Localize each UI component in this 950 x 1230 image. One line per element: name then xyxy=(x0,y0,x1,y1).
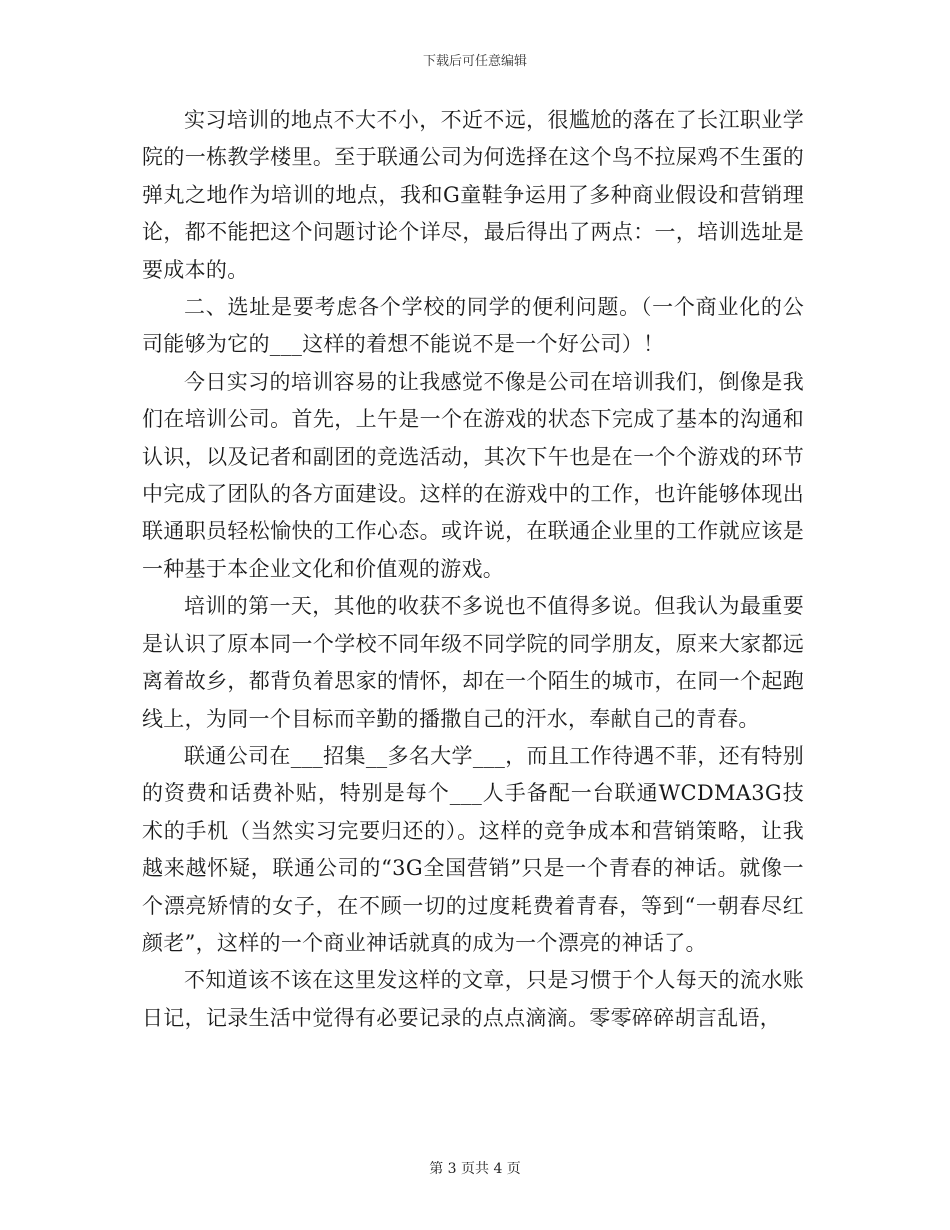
page-header: 下载后可任意编辑 xyxy=(422,54,527,69)
page-footer: 第 3 页共 4 页 xyxy=(429,1161,521,1177)
document-body xyxy=(142,102,804,1037)
paragraph-4: 培训的第一天，其他的收获不多说也不值得多说。但我认为最重要是认识了原本同一个学校不同年级不同学院的同学朋友，原来大家都远离着故乡，都背负着思家的情怀，却在一个陌生的城市，在同一个起跑线上，为同一个目标而辛勤的播撒自己的汗水，奉献自己的青春。 xyxy=(142,594,804,731)
paragraph-6: 不知道该不该在这里发这样的文章，只是习惯于个人每天的流水账日记，记录生活中觉得有必要记录的点点滴滴。零零碎碎胡言乱语， xyxy=(142,968,804,1030)
paragraph-2: 二、选址是要考虑各个学校的同学的便利问题。（一个商业化的公司能够为它的___这样的着想不能说不是一个好公司）！ xyxy=(142,295,804,357)
paragraph-3: 今日实习的培训容易的让我感觉不像是公司在培训我们，倒像是我们在培训公司。首先，上午是一个在游戏的状态下完成了基本的沟通和认识，以及记者和副团的竞选活动，其次下午也是在一个个游戏的环节中完成了团队的各方面建设。这样的在游戏中的工作，也许能够体现出联通职员轻松愉快的工作心态。或许说，在联通企业里的工作就应该是一种基于本企业文化和价值观的游戏。 xyxy=(142,369,804,581)
paragraph-1: 实习培训的地点不大不小，不近不远，很尴尬的落在了长江职业学院的一栋教学楼里。至于联通公司为何选择在这个鸟不拉屎鸡不生蛋的弹丸之地作为培训的地点，我和G童鞋争运用了多种商业假设和营销理论，都不能把这个问题讨论个详尽，最后得出了两点：一，培训选址是要成本的。 xyxy=(142,108,804,282)
paragraph-5: 联通公司在___招集__多名大学___，而且工作待遇不菲，还有特别的资费和话费补贴，特别是每个___人手备配一台联通WCDMA3G技术的手机（当然实习完要归还的）。这样的竞争成本和营销策略，让我越来越怀疑，联通公司的“3G全国营销”只是一个青春的神话。就像一个漂亮矫情的女子，在不顾一切的过度耗费着青春，等到“一朝春尽红颜老”，这样的一个商业神话就真的成为一个漂亮的神话了。 xyxy=(142,743,804,955)
